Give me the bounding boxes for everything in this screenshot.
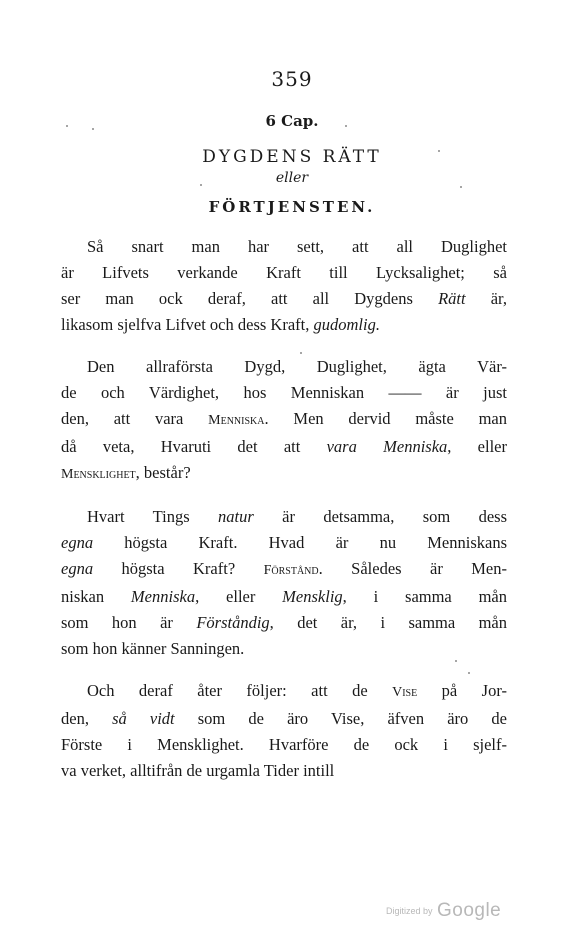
text-line — [61, 530, 507, 556]
section-title: DYGDENS RÄTT — [202, 147, 382, 167]
text-line — [61, 678, 507, 706]
text-line — [61, 260, 507, 286]
text-line — [61, 758, 507, 784]
text-run: va verket, alltifrån de urgamla Tider intill — [61, 761, 335, 780]
text-line — [61, 556, 507, 584]
italic-text: Mensklig — [282, 587, 343, 606]
text-run: som hon känner Sanningen. — [61, 639, 245, 658]
italic-text: Menniska — [130, 587, 196, 606]
small-caps-text: Vise — [392, 685, 418, 700]
text-line — [61, 732, 507, 758]
text-line — [61, 286, 507, 312]
section-title-conjunction: eller — [275, 170, 309, 186]
paragraph — [61, 678, 507, 784]
scan-speck — [455, 660, 457, 662]
text-run: som de äro Vise, äfven äro de — [174, 709, 507, 728]
scan-speck — [468, 672, 470, 674]
scan-speck — [460, 186, 462, 188]
paragraph — [61, 504, 507, 662]
text-line — [61, 706, 507, 732]
text-run: då veta, Hvaruti det att — [61, 437, 327, 456]
text-run: ser man ock deraf, att all Dygdens — [61, 289, 439, 308]
body-text — [61, 234, 507, 800]
text-line — [61, 434, 507, 460]
italic-text: gudomlig. — [313, 315, 380, 334]
text-line — [61, 504, 507, 530]
paragraph — [61, 354, 507, 488]
italic-text: egna — [61, 559, 94, 578]
italic-text: Förståndig — [196, 613, 270, 632]
text-run: är Lifvets verkande Kraft till Lycksalighet; så — [61, 263, 507, 282]
text-run: på Jor- — [417, 681, 508, 700]
text-run: , det är, i samma mån — [269, 613, 508, 632]
text-line — [61, 354, 507, 380]
small-caps-text: Förstånd — [263, 563, 319, 578]
section-subtitle: FÖRTJENSTEN. — [208, 198, 376, 216]
text-run: likasom sjelfva Lifvet och dess Kraft, — [61, 315, 314, 334]
scan-speck — [92, 128, 94, 130]
text-run: , eller — [447, 437, 507, 456]
text-run: de och Värdighet, hos Menniskan —— är just — [61, 383, 507, 402]
text-run: . Således är Men- — [318, 559, 507, 578]
scan-speck — [345, 125, 347, 127]
digitization-watermark — [386, 900, 501, 922]
chapter-heading: 6 Cap. — [265, 112, 319, 130]
text-run: högsta Kraft? — [93, 559, 264, 578]
text-run: , i samma mån — [342, 587, 507, 606]
text-run: Så snart man har sett, att all Duglighet — [87, 237, 507, 256]
text-line — [61, 460, 507, 488]
text-run: Hvart Tings — [87, 507, 219, 526]
text-line — [61, 312, 507, 338]
text-run: Den allraförsta Dygd, Duglighet, ägta Vär- — [87, 357, 507, 376]
scan-speck — [438, 150, 440, 152]
scan-speck — [300, 352, 302, 354]
scan-speck — [200, 184, 202, 186]
text-run: den, — [61, 709, 113, 728]
text-line — [61, 636, 507, 662]
italic-text: egna — [61, 533, 94, 552]
google-logo: Google — [436, 900, 502, 921]
italic-text: så vidt — [112, 709, 175, 728]
small-caps-text: Menniska — [208, 413, 265, 428]
text-run: niskan — [61, 587, 131, 606]
text-line — [61, 380, 507, 406]
page-number: 359 — [271, 67, 313, 91]
watermark-prefix: Digitized by — [386, 906, 433, 916]
italic-text: vara Menniska — [326, 437, 448, 456]
scan-speck — [66, 125, 68, 127]
italic-text: Rätt — [438, 289, 466, 308]
paragraph — [61, 234, 507, 338]
text-run: Förste i Mensklighet. Hvarföre de ock i sjelf- — [61, 735, 507, 754]
text-run: som hon är — [61, 613, 197, 632]
small-caps-text: Mensklighet — [61, 467, 136, 482]
text-run: , eller — [195, 587, 283, 606]
text-line — [61, 610, 507, 636]
text-run: är detsamma, som dess — [253, 507, 507, 526]
text-line — [61, 406, 507, 434]
text-run: . Men dervid måste man — [264, 409, 507, 428]
text-run: Och deraf åter följer: att de — [87, 681, 393, 700]
text-line — [61, 234, 507, 260]
text-run: , består? — [135, 463, 191, 482]
text-run: den, att vara — [61, 409, 209, 428]
text-run: högsta Kraft. Hvad är nu Menniskans — [93, 533, 507, 552]
italic-text: natur — [218, 507, 254, 526]
text-line — [61, 584, 507, 610]
text-run: är, — [465, 289, 507, 308]
